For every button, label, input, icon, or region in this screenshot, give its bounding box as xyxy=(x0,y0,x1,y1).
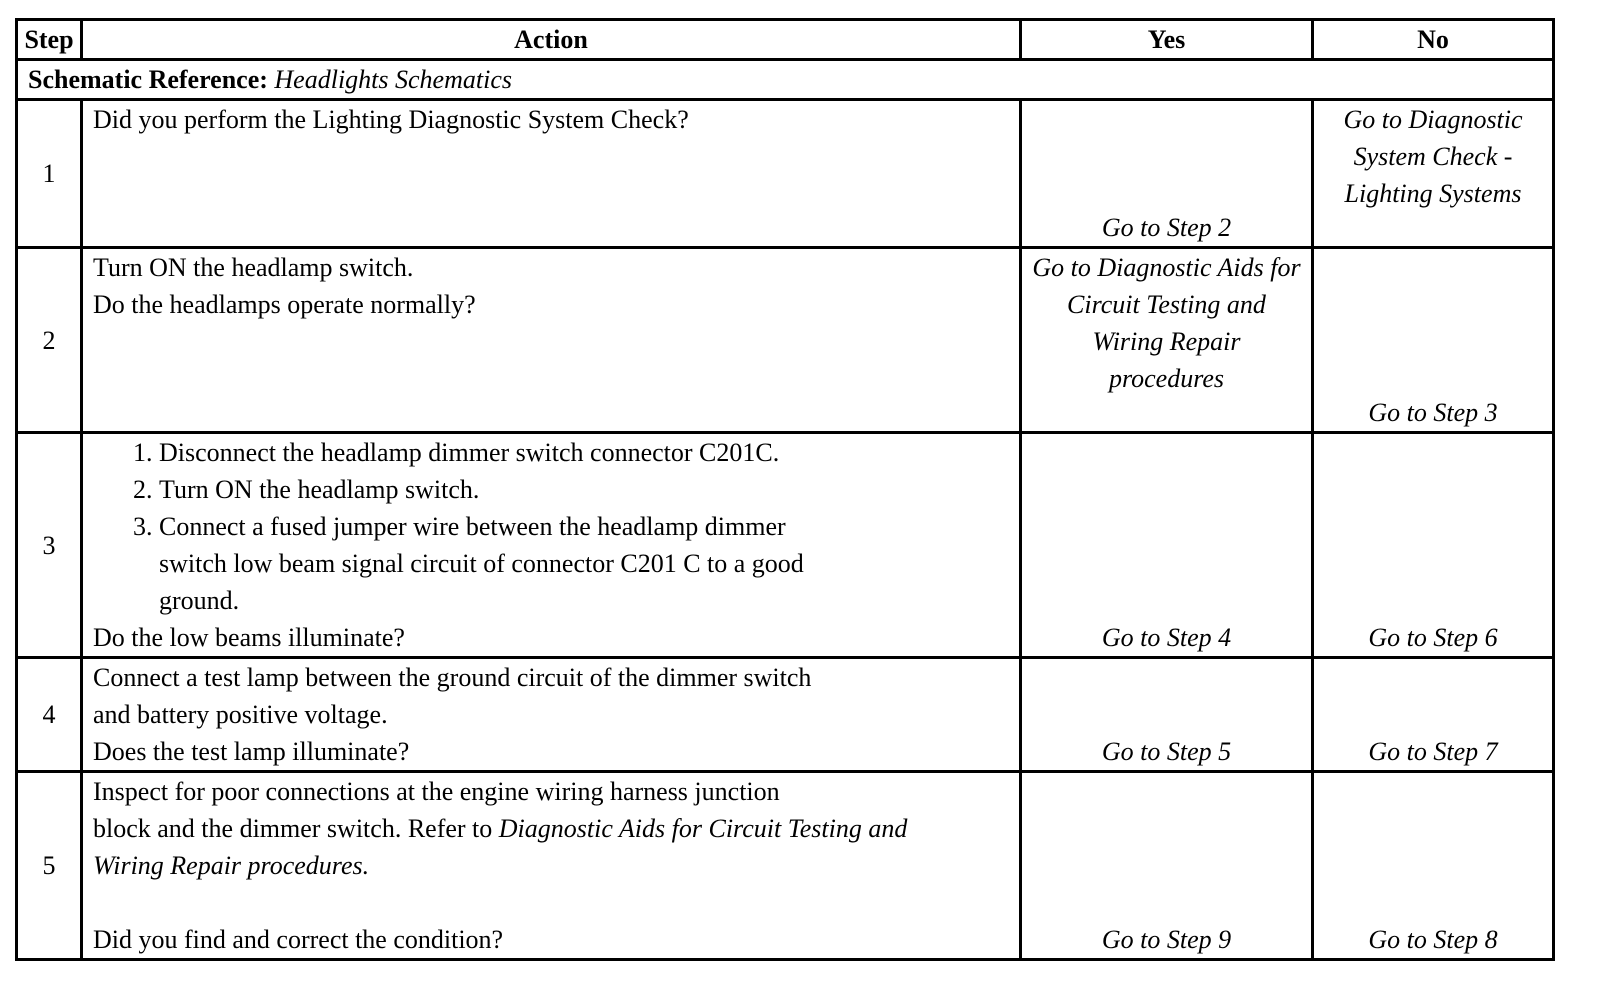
no-cell xyxy=(1313,248,1554,433)
action-text: and battery positive voltage. xyxy=(93,700,388,729)
action-text: Inspect for poor connections at the engine wiring harness junction xyxy=(93,777,780,806)
no-cell xyxy=(1313,658,1554,772)
no-link[interactable]: Go to Step 7 xyxy=(1368,737,1498,766)
action-question: Does the test lamp illuminate? xyxy=(93,737,410,766)
diagnostic-table xyxy=(15,18,1555,961)
step-number: 1 xyxy=(17,100,82,248)
yes-link[interactable]: Go to Step 4 xyxy=(1101,623,1232,652)
list-item xyxy=(133,508,859,619)
step-number: 3 xyxy=(17,433,82,658)
yes-link[interactable]: Go to Step 2 xyxy=(1101,213,1232,242)
yes-cell xyxy=(1021,100,1313,248)
list-item-number: 3. xyxy=(133,512,153,541)
yes-link[interactable]: Go to Step 9 xyxy=(1101,925,1232,954)
step-number: 2 xyxy=(17,248,82,433)
table-row xyxy=(17,248,1554,433)
no-link[interactable]: Go to Step 3 xyxy=(1368,398,1498,427)
schematic-reference xyxy=(17,60,1554,100)
header-action: Action xyxy=(82,20,1021,60)
action-text: Turn ON the headlamp switch. xyxy=(93,253,414,282)
action-steps-list xyxy=(93,434,859,619)
schematic-reference-link[interactable]: Headlights Schematics xyxy=(274,65,512,94)
header-step: Step xyxy=(17,20,82,60)
schematic-reference-row xyxy=(17,60,1554,100)
list-item-number: 2. xyxy=(133,475,153,504)
table-row xyxy=(17,772,1554,960)
schematic-reference-label: Schematic Reference: xyxy=(28,65,268,94)
action-cell xyxy=(82,658,1021,772)
action-question: Do the headlamps operate normally? xyxy=(93,290,476,319)
yes-cell xyxy=(1021,772,1313,960)
list-item xyxy=(133,434,859,471)
yes-link[interactable]: Go to Diagnostic Aids for Circuit Testing and Wiring Repair procedures xyxy=(1032,253,1301,393)
list-item-text: Disconnect the headlamp dimmer switch connector C201C. xyxy=(159,438,780,467)
list-item xyxy=(133,471,859,508)
table-row xyxy=(17,433,1554,658)
yes-cell xyxy=(1021,248,1313,433)
step-number: 4 xyxy=(17,658,82,772)
header-row xyxy=(17,20,1554,60)
yes-cell xyxy=(1021,433,1313,658)
action-reference-link[interactable]: Diagnostic Aids for Circuit Testing and Wiring Repair procedures. xyxy=(93,814,908,880)
step-number: 5 xyxy=(17,772,82,960)
table-row xyxy=(17,658,1554,772)
no-link[interactable]: Go to Diagnostic System Check - Lighting Systems xyxy=(1343,105,1523,208)
action-question: Do the low beams illuminate? xyxy=(93,623,405,652)
yes-cell xyxy=(1021,658,1313,772)
action-text: Did you perform the Lighting Diagnostic System Check? xyxy=(93,105,689,134)
list-item-text: Connect a fused jumper wire between the headlamp dimmer switch low beam signal circuit of connector C201 C to a good ground. xyxy=(159,512,804,615)
yes-link[interactable]: Go to Step 5 xyxy=(1101,737,1232,766)
no-cell xyxy=(1313,433,1554,658)
action-cell xyxy=(82,248,1021,433)
action-cell xyxy=(82,100,1021,248)
list-item-text: Turn ON the headlamp switch. xyxy=(159,475,480,504)
header-no: No xyxy=(1313,20,1554,60)
no-cell xyxy=(1313,772,1554,960)
no-link[interactable]: Go to Step 6 xyxy=(1368,623,1498,652)
action-text: block and the dimmer switch. Refer to xyxy=(93,814,493,843)
list-item-number: 1. xyxy=(133,438,153,467)
no-cell xyxy=(1313,100,1554,248)
action-cell xyxy=(82,433,1021,658)
action-cell xyxy=(82,772,1021,960)
spacer xyxy=(93,884,969,921)
action-question: Did you find and correct the condition? xyxy=(93,925,504,954)
table-row xyxy=(17,100,1554,248)
action-text: Connect a test lamp between the ground circuit of the dimmer switch xyxy=(93,663,812,692)
no-link[interactable]: Go to Step 8 xyxy=(1368,925,1498,954)
header-yes: Yes xyxy=(1021,20,1313,60)
